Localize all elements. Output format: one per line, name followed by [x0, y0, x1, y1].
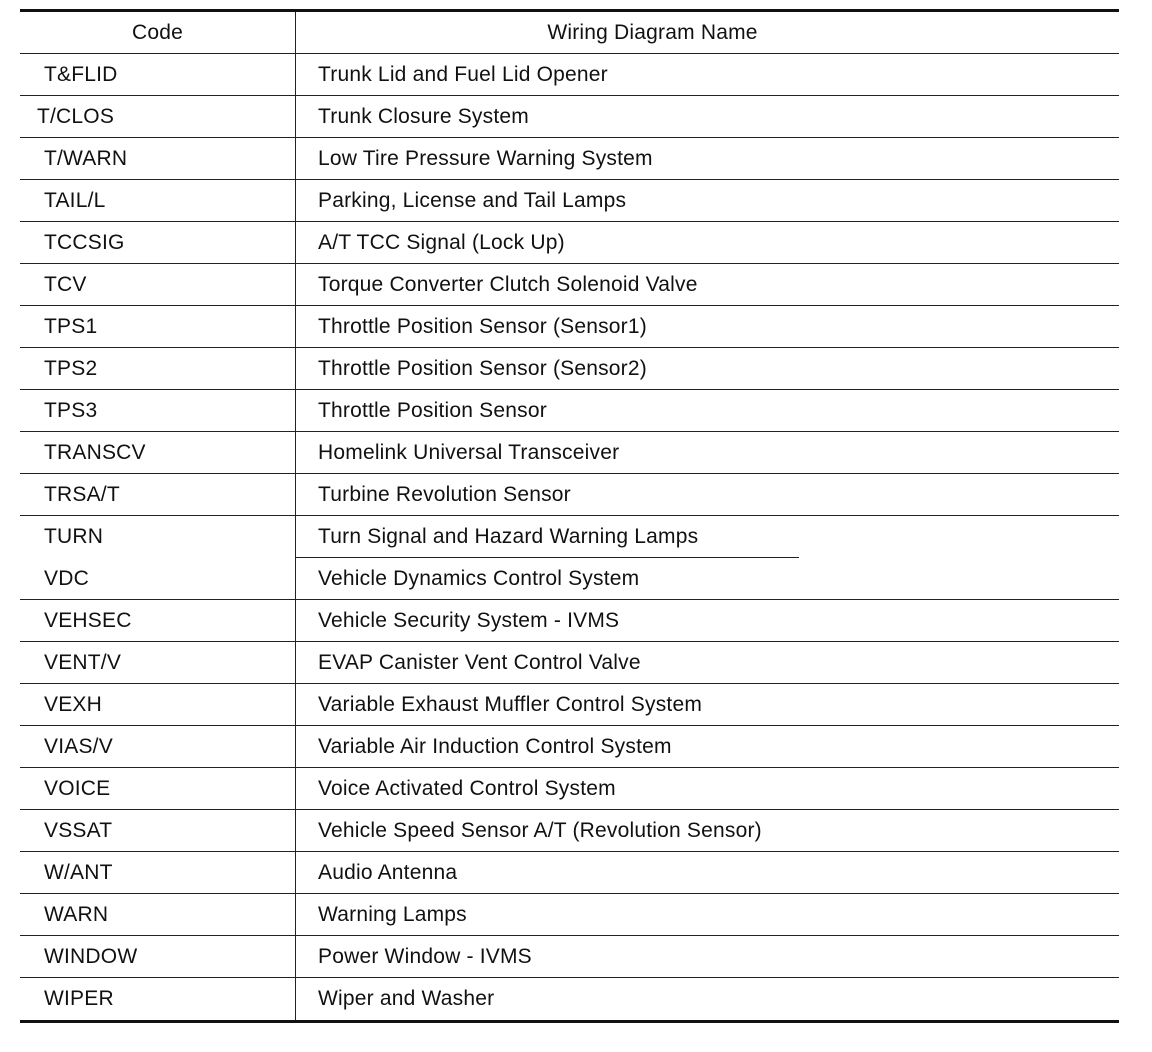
row-name: A/T TCC Signal (Lock Up)	[318, 230, 565, 254]
row-name: Vehicle Dynamics Control System	[318, 566, 640, 590]
table-row	[20, 936, 1119, 978]
row-code: T&FLID	[20, 54, 296, 95]
row-name: Audio Antenna	[318, 860, 458, 884]
row-name: Vehicle Security System - IVMS	[318, 608, 620, 632]
row-code: WIPER	[20, 978, 296, 1020]
row-code: VIAS/V	[20, 726, 296, 767]
table-row	[20, 852, 1119, 894]
row-code: TRANSCV	[20, 432, 296, 473]
row-name: Homelink Universal Transceiver	[318, 440, 620, 464]
row-code: TRSA/T	[20, 474, 296, 515]
row-code: TPS2	[20, 348, 296, 389]
table-row	[20, 810, 1119, 852]
row-code: W/ANT	[20, 852, 296, 893]
row-code: VDC	[20, 558, 296, 599]
table-row	[20, 96, 1119, 138]
row-code: TAIL/L	[20, 180, 296, 221]
wiring-diagram-code-table	[20, 9, 1119, 1023]
table-row	[20, 894, 1119, 936]
table-row	[20, 432, 1119, 474]
row-code: T/CLOS	[20, 96, 296, 137]
table-row	[20, 600, 1119, 642]
table-header-row	[20, 12, 1119, 54]
table-bottom-rule	[20, 1020, 1119, 1023]
row-code: VENT/V	[20, 642, 296, 683]
row-code: VEXH	[20, 684, 296, 725]
header-wiring-diagram-name: Wiring Diagram Name	[547, 20, 758, 44]
row-name: Throttle Position Sensor (Sensor1)	[318, 314, 647, 338]
row-code: TCV	[20, 264, 296, 305]
row-code: T/WARN	[20, 138, 296, 179]
row-code: WINDOW	[20, 936, 296, 977]
table-row	[20, 222, 1119, 264]
row-name: Trunk Lid and Fuel Lid Opener	[318, 62, 608, 86]
row-name: Voice Activated Control System	[318, 776, 616, 800]
table-row	[20, 726, 1119, 768]
row-code: TPS1	[20, 306, 296, 347]
table-row	[20, 54, 1119, 96]
header-code: Code	[20, 12, 296, 53]
row-name: Variable Air Induction Control System	[318, 734, 672, 758]
row-name: Variable Exhaust Muffler Control System	[318, 692, 703, 716]
table-row	[20, 348, 1119, 390]
row-name: Warning Lamps	[318, 902, 467, 926]
row-name: Throttle Position Sensor (Sensor2)	[318, 356, 647, 380]
table-row	[20, 306, 1119, 348]
table-row	[20, 768, 1119, 810]
row-name: Parking, License and Tail Lamps	[318, 188, 627, 212]
row-name: Wiper and Washer	[318, 987, 495, 1010]
row-name: Turn Signal and Hazard Warning Lamps	[318, 525, 699, 548]
row-code: VSSAT	[20, 810, 296, 851]
row-name: Torque Converter Clutch Solenoid Valve	[318, 272, 698, 296]
row-name: Turbine Revolution Sensor	[318, 482, 571, 506]
table-row	[20, 978, 1119, 1020]
table-row	[20, 558, 1119, 600]
row-code: VEHSEC	[20, 600, 296, 641]
row-code: WARN	[20, 894, 296, 935]
row-code: VOICE	[20, 768, 296, 809]
row-name: Throttle Position Sensor	[318, 398, 547, 422]
table-row	[20, 474, 1119, 516]
table-row	[20, 264, 1119, 306]
row-name: Low Tire Pressure Warning System	[318, 146, 653, 170]
table-row	[20, 684, 1119, 726]
table-row	[20, 516, 1119, 558]
row-name: EVAP Canister Vent Control Valve	[318, 650, 641, 674]
row-code: TPS3	[20, 390, 296, 431]
table-row	[20, 642, 1119, 684]
table-row	[20, 180, 1119, 222]
row-name: Trunk Closure System	[318, 104, 529, 128]
row-name: Power Window - IVMS	[318, 944, 532, 968]
row-name: Vehicle Speed Sensor A/T (Revolution Sensor)	[318, 818, 762, 842]
row-code: TURN	[20, 516, 296, 558]
table-row	[20, 138, 1119, 180]
row-code: TCCSIG	[20, 222, 296, 263]
table-row	[20, 390, 1119, 432]
